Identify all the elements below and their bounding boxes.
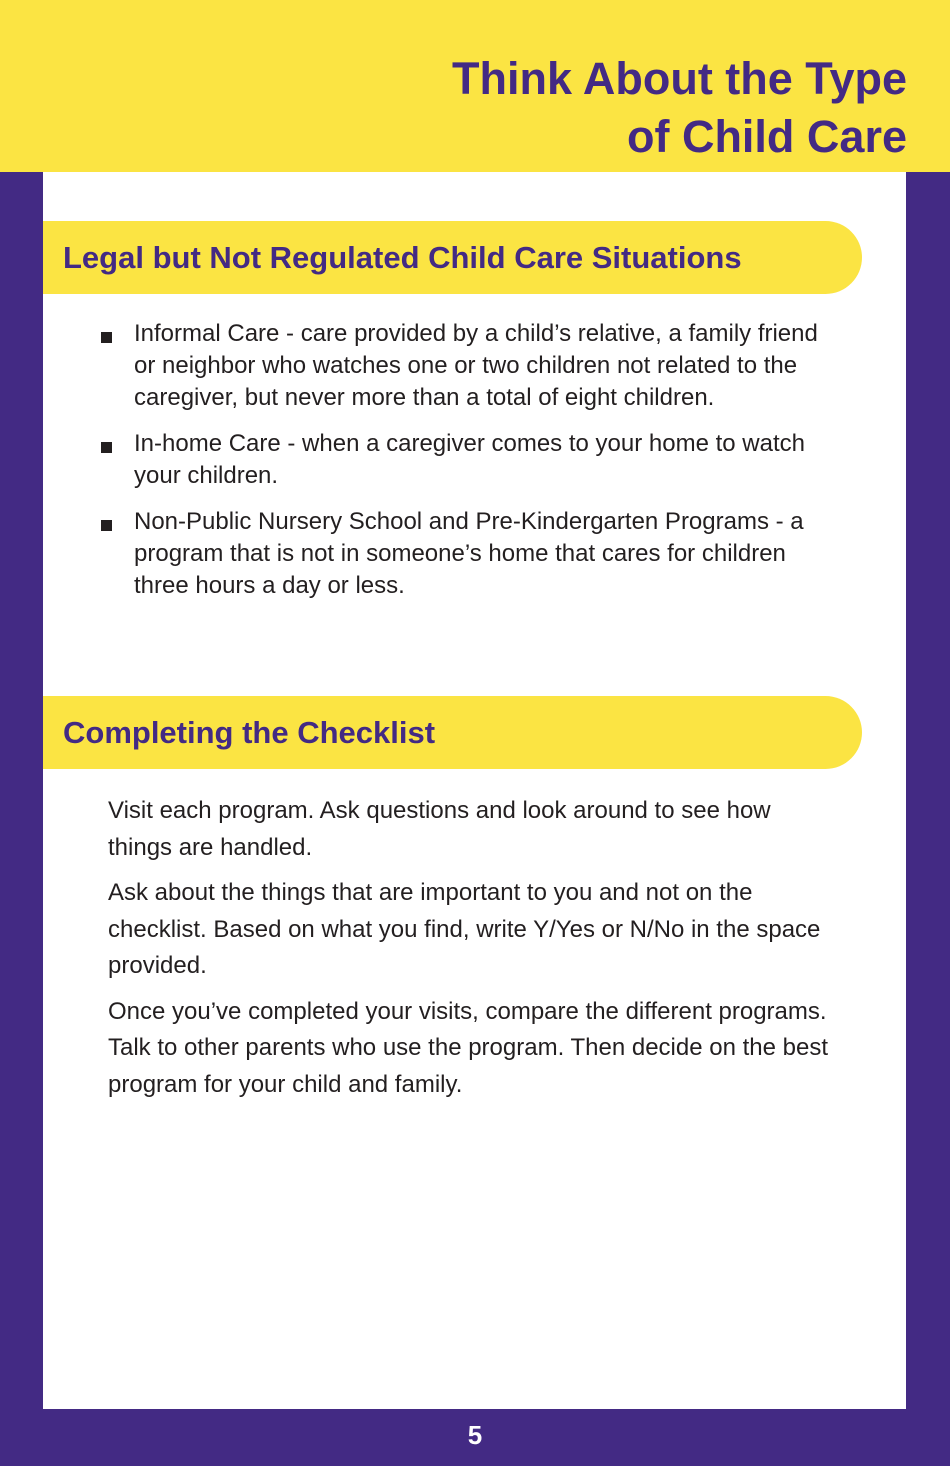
list-item — [101, 506, 821, 602]
square-bullet-icon — [101, 442, 112, 453]
legal-care-list — [101, 318, 821, 616]
square-bullet-icon — [101, 520, 112, 531]
instruction-paragraph: Ask about the things that are important to you and not on the checklist. Based on what you find, write Y/Yes or N/No in the space provided. — [108, 879, 821, 979]
legal-section-header — [43, 221, 862, 294]
list-item — [101, 318, 821, 414]
checklist-section-heading: Completing the Checklist — [63, 715, 436, 750]
page-title — [452, 50, 907, 166]
list-item-text: Non-Public Nursery School and Pre-Kindergarten Programs - a program that is not in someone’s home that cares for children three hours a day or less. — [134, 508, 804, 599]
page-title-line-1: Think About the Type — [452, 53, 907, 104]
list-item-text: Informal Care - care provided by a child’s relative, a family friend or neighbor who watches one or two children not related to the caregiver, but never more than a total of eight children. — [134, 320, 818, 411]
square-bullet-icon — [101, 332, 112, 343]
list-item — [101, 428, 821, 492]
page-number: 5 — [467, 1420, 483, 1450]
legal-section-heading: Legal but Not Regulated Child Care Situations — [63, 240, 742, 275]
page-title-line-2: of Child Care — [626, 111, 907, 162]
instruction-paragraph: Once you’ve completed your visits, compare the different programs. Talk to other parents who use the program. Then decide on the best program for your child and family. — [108, 997, 828, 1098]
list-item-text: In-home Care - when a caregiver comes to your home to watch your children. — [134, 430, 805, 489]
content-panel — [43, 172, 906, 1409]
checklist-instructions — [108, 793, 828, 1112]
instruction-paragraph: Visit each program. Ask questions and look around to see how things are handled. — [108, 797, 771, 861]
title-banner — [0, 0, 950, 172]
checklist-section-header — [43, 696, 862, 769]
